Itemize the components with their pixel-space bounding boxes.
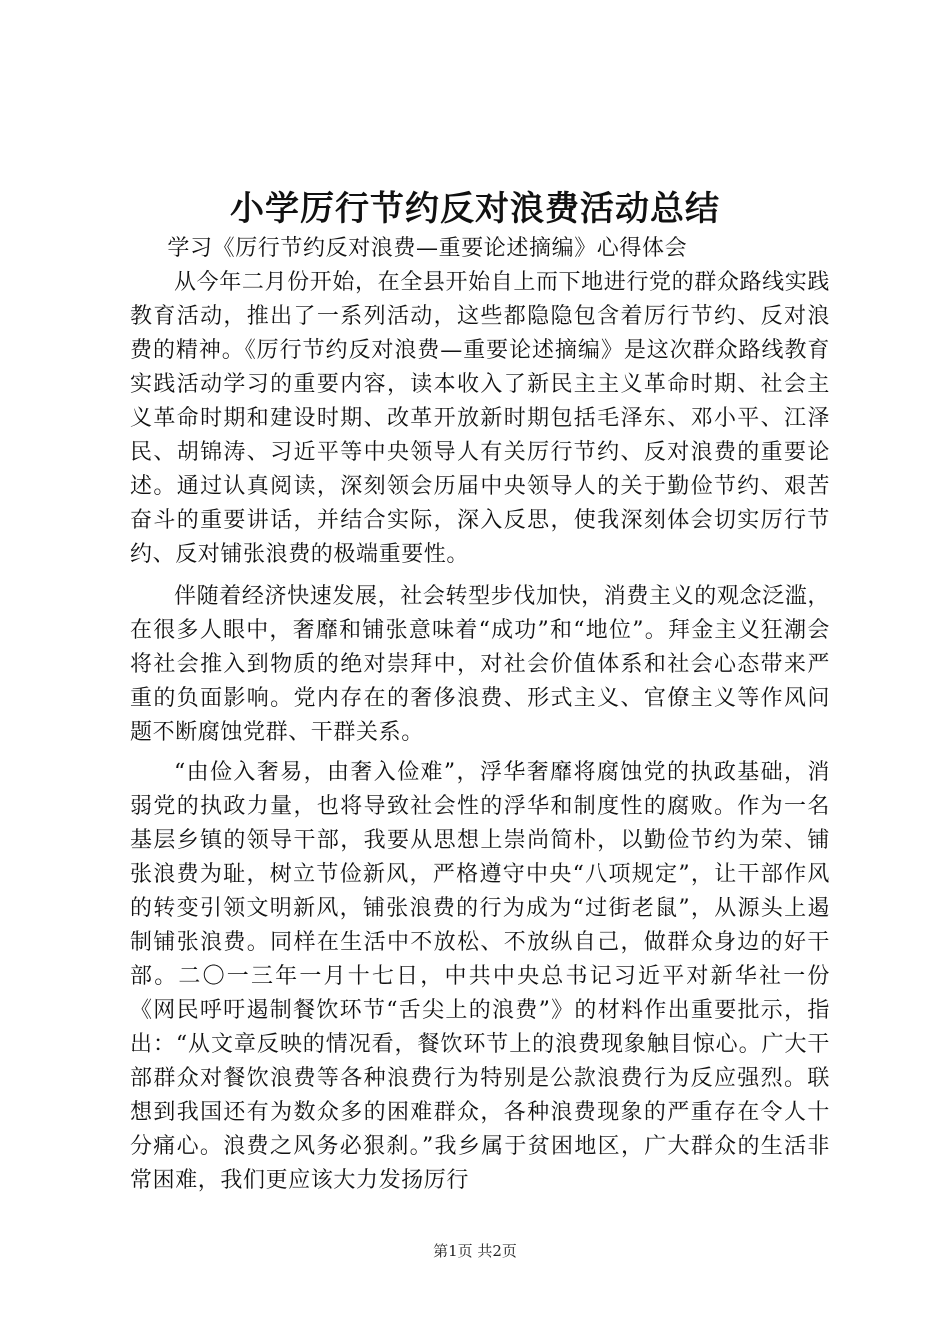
paragraph-3: “由俭入奢易，由奢入俭难”，浮华奢靡将腐蚀党的执政基础，消弱党的执政力量，也将导致社会性的浮华和制度性的腐败。作为一名基层乡镇的领导干部，我要从思想上崇尚简朴，以勤俭节约为荣、铺张浪费为耻，树立节俭新风，严格遵守中央“八项规定”，让干部作风的转变引领文明新风，铺张浪费的行为成为“过街老鼠”，从源头上遏制铺张浪费。同样在生活中不放松、不放纵自己，做群众身边的好干部。二〇一三年一月十七日，中共中央总书记习近平对新华社一份《网民呼吁遏制餐饮环节“舌尖上的浪费”》的材料作出重要批示，指出：“从文章反映的情况看，餐饮环节上的浪费现象触目惊心。广大干部群众对餐饮浪费等各种浪费行为特别是公款浪费行为反应强烈。联想到我国还有为数众多的困难群众，各种浪费现象的严重存在令人十分痛心。浪费之风务必狠刹。”我乡属于贫困地区，广大群众的生活非常困难，我们更应该大力发扬厉行 bbox=[130, 760, 830, 1193]
document-body bbox=[130, 232, 830, 1198]
paragraph-2: 伴随着经济快速发展，社会转型步伐加快，消费主义的观念泛滥，在很多人眼中，奢靡和铺张意味着“成功”和“地位”。拜金主义狂潮会将社会推入到物质的绝对崇拜中，对社会价值体系和社会心态带来严重的负面影响。党内存在的奢侈浪费、形式主义、官僚主义等作风问题不断腐蚀党群、干群关系。 bbox=[130, 584, 830, 745]
document-title: 小学厉行节约反对浪费活动总结 bbox=[230, 189, 720, 229]
document-subtitle: 学习《厉行节约反对浪费—重要论述摘编》心得体会 bbox=[167, 236, 688, 261]
page-number-footer: 第1页 共2页 bbox=[433, 1242, 517, 1260]
paragraph-1: 从今年二月份开始，在全县开始自上而下地进行党的群众路线实践教育活动，推出了一系列活动，这些都隐隐包含着厉行节约、反对浪费的精神。《厉行节约反对浪费—重要论述摘编》是这次群众路线教育实践活动学习的重要内容，读本收入了新民主主义革命时期、社会主义革命时期和建设时期、改革开放新时期包括毛泽东、邓小平、江泽民、胡锦涛、习近平等中央领导人有关厉行节约、反对浪费的重要论述。通过认真阅读，深刻领会历届中央领导人的关于勤俭节约、艰苦奋斗的重要讲话，并结合实际，深入反思，使我深刻体会切实厉行节约、反对铺张浪费的极端重要性。 bbox=[130, 270, 830, 567]
